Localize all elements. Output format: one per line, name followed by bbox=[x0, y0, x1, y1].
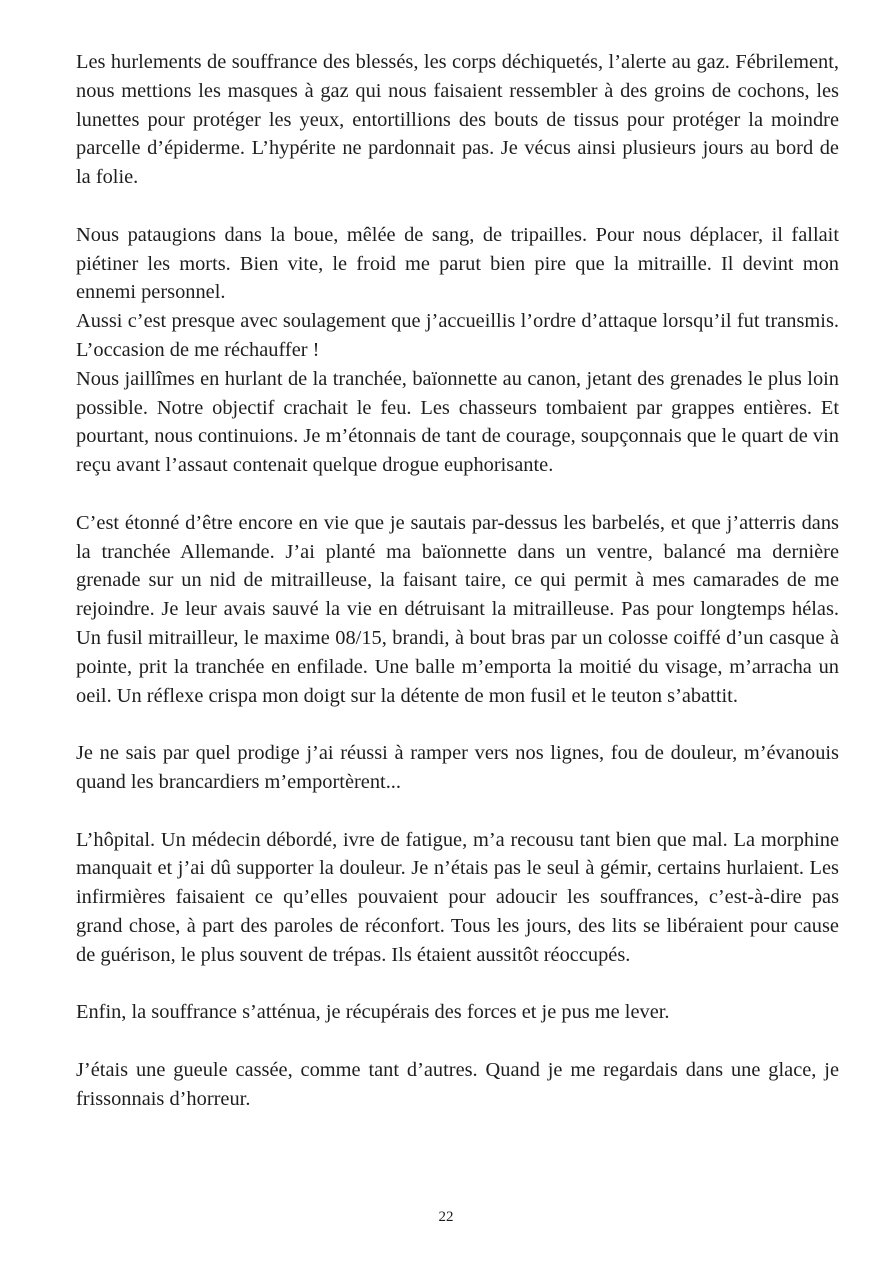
paragraph-crawl-back: Je ne sais par quel prodige j’ai réussi à ramper vers nos lignes, fou de douleur, m’évanouis quand les brancardiers m’emportèrent... bbox=[76, 742, 839, 793]
paragraph-charge: Nous jaillîmes en hurlant de la tranchée, baïonnette au canon, jetant des grenades le plus loin possible. Notre objectif crachait le feu. Les chasseurs tombaient par grappes entières. Et pourtant, nous continuions. Je m’étonnais de tant de courage, soupçonnais que le quart de vin reçu avant l’assaut contenait quelque drogue euphorisante. bbox=[76, 367, 839, 477]
paragraph-attack-order: Aussi c’est presque avec soulagement que j’accueillis l’ordre d’attaque lorsqu’il fut transmis. L’occasion de me réchauffer ! bbox=[76, 310, 839, 361]
paragraph-gas-attack: Les hurlements de souffrance des blessés, les corps déchiquetés, l’alerte au gaz. Fébrilement, nous mettions les masques à gaz qui nous faisaient ressembler à des groins de cochons, les lunettes pour protéger les yeux, entortillions des bouts de tissus pour protéger la moindre parcelle d’épiderme. L’hypérite ne pardonnait pas. Je vécus ainsi plusieurs jours au bord de la folie. bbox=[76, 51, 839, 189]
paragraph-broken-face: J’étais une gueule cassée, comme tant d’autres. Quand je me regardais dans une glace, je frissonnais d’horreur. bbox=[76, 1058, 839, 1110]
paragraph-hospital: L’hôpital. Un médecin débordé, ivre de fatigue, m’a recousu tant bien que mal. La morphine manquait et j’ai dû supporter la douleur. Je n’étais pas le seul à gémir, certains hurlaient. Les infirmières faisaient ce qu’elles pouvaient pour adoucir les souffrances, c’est-à-dire pas grand chose, à part des paroles de réconfort. Tous les jours, des lits se libéraient pour cause de guérison, le plus souvent de trépas. Ils étaient aussitôt réoccupés. bbox=[76, 828, 839, 966]
paragraph-german-trench: C’est étonné d’être encore en vie que je sautais par-dessus les barbelés, et que j’atterris dans la tranchée Allemande. J’ai planté ma baïonnette dans un ventre, balancé ma dernière grenade sur un nid de mitrailleuse, la faisant taire, ce qui permit à mes camarades de me rejoindre. Je leur avais sauvé la vie en détruisant la mitrailleuse. Pas pour longtemps hélas. Un fusil mitrailleur, le maxime 08/15, brandi, à bout bras par un colosse coiffé d’un casque à pointe, prit la tranchée en enfilade. Une balle m’emporta la moitié du visage, m’arracha un oeil. Un réflexe crispa mon doigt sur la détente de mon fusil et le teuton s’abattit. bbox=[76, 511, 839, 707]
paragraph-mud: Nous pataugions dans la boue, mêlée de sang, de tripailles. Pour nous déplacer, il fallait piétiner les morts. Bien vite, le froid me parut bien pire que la mitraille. Il devint mon ennemi personnel. bbox=[76, 223, 839, 304]
page-body bbox=[76, 48, 839, 1113]
paragraph-recovery: Enfin, la souffrance s’atténua, je récupérais des forces et je pus me lever. bbox=[76, 1001, 670, 1024]
page-number: 22 bbox=[438, 1209, 454, 1225]
